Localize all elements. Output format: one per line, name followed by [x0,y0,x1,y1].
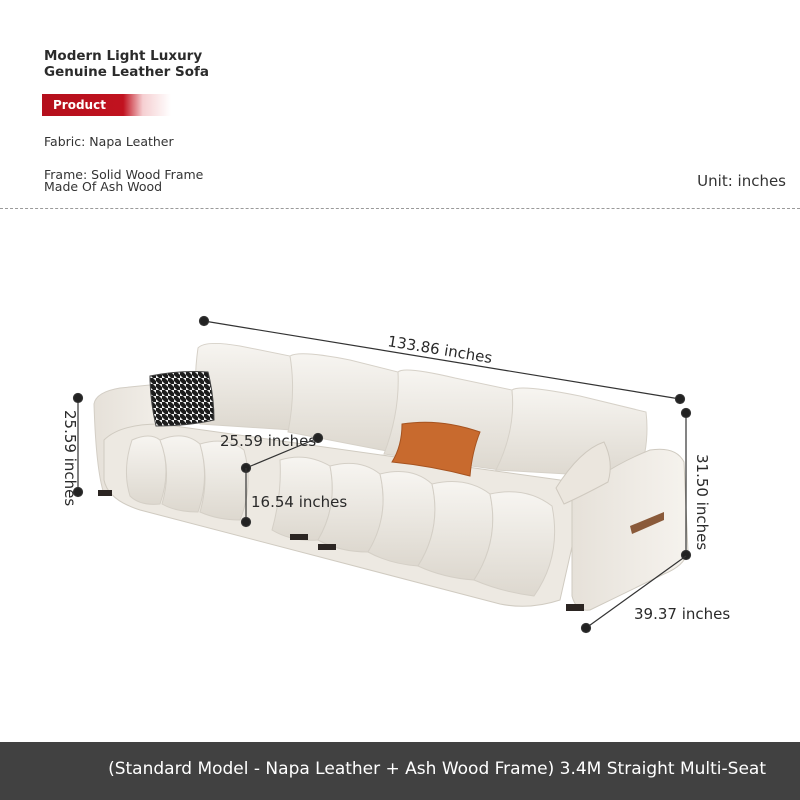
back-height-dimension-label: 31.50 inches [693,454,711,551]
houndstooth-pillow [150,372,214,427]
arm-height-dimension-label: 25.59 inches [61,410,79,507]
frame-spec: Frame: Solid Wood Frame Made Of Ash Wood [44,167,204,194]
product-title: Modern Light Luxury Genuine Leather Sofa [44,48,209,80]
leg [98,490,112,496]
model-description: (Standard Model - Napa Leather + Ash Wood Frame) 3.4M Straight Multi-Seat [108,759,766,779]
product-introduction-badge: Product Introduction [42,94,182,116]
fabric-spec: Fabric: Napa Leather [44,134,174,149]
length-dimension-label: 133.86 inches [386,332,494,368]
unit-label: Unit: inches [697,172,786,190]
footer-bar [0,742,800,800]
seat-height-dimension-label: 16.54 inches [251,493,348,511]
seat-depth-dimension-label: 25.59 inches [220,432,317,450]
leg [318,544,336,550]
leg [566,604,584,611]
depth-dimension-label: 39.37 inches [634,605,731,623]
leg [290,534,308,540]
